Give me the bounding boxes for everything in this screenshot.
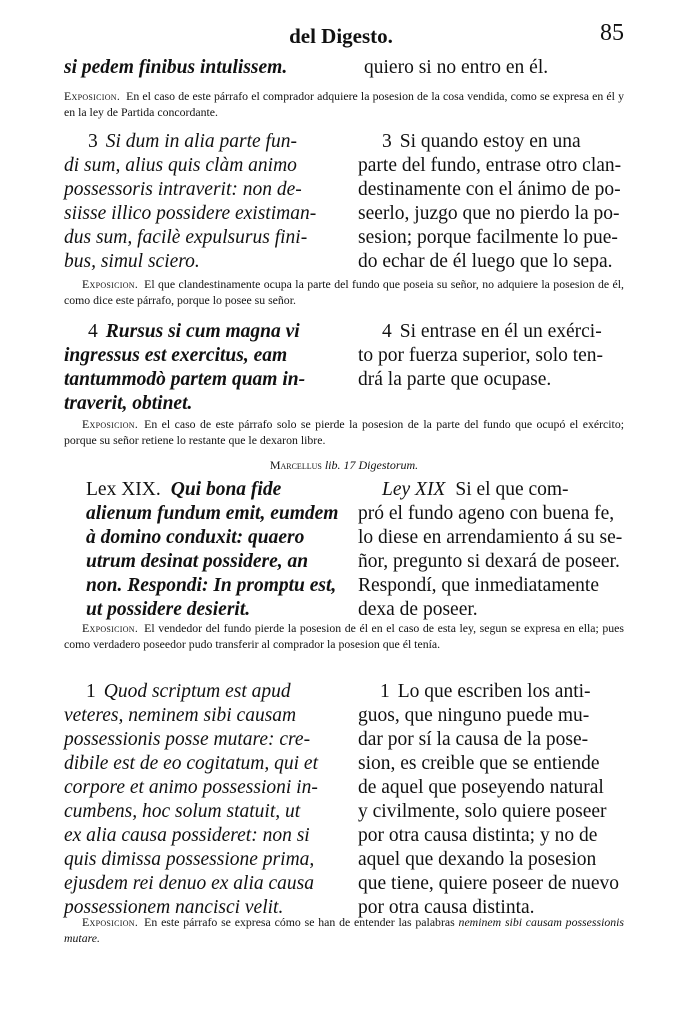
latin-line: quis dimissa possessione prima, — [64, 849, 315, 870]
exposicion-note — [64, 914, 624, 946]
spanish-line: de aquel que poseyendo natural — [358, 777, 604, 798]
latin-line: siisse illico possidere existiman- — [64, 203, 317, 224]
latin-column — [64, 56, 344, 80]
spanish-line: pró el fundo ageno con buena fe, — [358, 503, 615, 524]
latin-line: possessionis posse mutare: cre- — [64, 729, 311, 750]
exposicion-text: En el caso de este párrafo solo se pierde la posesion de la parte del fundo que ocupó el exército; porque su señor retiene lo restante que le dexaron libre. — [64, 417, 624, 447]
spanish-line: y civilmente, solo quiere poseer — [358, 801, 607, 822]
verse-number: 3 — [88, 131, 98, 152]
ley-heading: Ley XIX — [382, 479, 446, 500]
latin-column — [64, 320, 344, 416]
verse-block-1 — [64, 680, 624, 920]
spanish-column — [358, 130, 624, 274]
latin-line: non. Respondi: In promptu est, — [86, 575, 337, 596]
spanish-column — [358, 680, 624, 920]
latin-line: tantummodò partem quam in- — [64, 369, 306, 390]
spanish-line: drá la parte que ocupase. — [358, 369, 552, 390]
latin-line: possessoris intraverit: non de- — [64, 179, 302, 200]
exposicion-label: Exposicion. — [82, 915, 139, 929]
spanish-line: Lo que escriben los anti- — [397, 681, 591, 702]
spanish-line: ñor, pregunto si dexará de poseer. — [358, 551, 620, 572]
running-header — [0, 18, 682, 52]
verse-number: 3 — [382, 131, 392, 152]
source-attribution — [64, 458, 624, 473]
latin-line: ingressus est exercitus, eam — [64, 345, 288, 366]
exposicion-label: Exposicion. — [82, 621, 139, 635]
latin-line: traverit, obtinet. — [64, 393, 193, 414]
latin-line: bus, simul sciero. — [64, 251, 200, 272]
lex-xix-block — [64, 478, 624, 624]
exposicion-label: Exposicion. — [64, 89, 121, 103]
spanish-line: lo diese en arrendamiento á su se- — [358, 527, 623, 548]
latin-line: ejusdem rei denuo ex alia causa — [64, 873, 315, 894]
spanish-column — [364, 56, 630, 80]
lex-heading: Lex XIX. — [86, 479, 161, 500]
latin-line: corpore et animo possessioni in- — [64, 777, 318, 798]
verse-number: 1 — [86, 681, 96, 702]
exposicion-note — [64, 620, 624, 652]
running-title: del Digesto. — [289, 24, 393, 48]
latin-line: si pedem finibus intulissem. — [64, 57, 288, 78]
verse-number: 4 — [88, 321, 98, 342]
attribution-author: Marcellus — [269, 458, 322, 472]
spanish-line: guos, que ninguno puede mu- — [358, 705, 590, 726]
latin-line: Rursus si cum magna vi — [105, 321, 300, 342]
verse-number: 4 — [382, 321, 392, 342]
spanish-line: to por fuerza superior, solo ten- — [358, 345, 604, 366]
spanish-line: sion, es creible que se entiende — [358, 753, 600, 774]
spanish-column — [358, 320, 624, 392]
spanish-line: destinamente con el ánimo de po- — [358, 179, 621, 200]
latin-line: dus sum, facilè expulsurus fini- — [64, 227, 308, 248]
exposicion-note — [64, 276, 624, 308]
page-number: 85 — [600, 20, 624, 46]
latin-line: Si dum in alia parte fun- — [105, 131, 297, 152]
spanish-column — [358, 478, 624, 622]
exposicion-text: El que clandestinamente ocupa la parte del fundo que poseia su señor, no adquiere la posesion de él, como dice este párrafo, porque lo posee su señor. — [64, 277, 624, 307]
latin-line: alienum fundum emit, eumdem — [86, 503, 339, 524]
verse-block-4 — [64, 320, 624, 418]
spanish-line: aquel que dexando la posesion — [358, 849, 597, 870]
latin-line: cumbens, hoc solum statuit, ut — [64, 801, 301, 822]
latin-column — [64, 680, 344, 920]
latin-line: veteres, neminem sibi causam — [64, 705, 297, 726]
spanish-line: quiero si no entro en él. — [364, 57, 549, 78]
latin-line: di sum, alius quis clàm animo — [64, 155, 297, 176]
spanish-line: sesion; porque facilmente lo pue- — [358, 227, 618, 248]
latin-column — [64, 130, 344, 274]
spanish-line: seerlo, juzgo que no pierdo la po- — [358, 203, 620, 224]
exposicion-label: Exposicion. — [82, 277, 139, 291]
latin-column — [86, 478, 344, 622]
latin-line: possessionem nancisci velit. — [64, 897, 284, 918]
exposicion-text: En este párrafo se expresa cómo se han de entender las palabras — [144, 915, 455, 929]
exposicion-note — [64, 88, 624, 120]
exposicion-italic: neminem sibi causam possessionis mutare. — [64, 915, 625, 945]
exposicion-text: En el caso de este párrafo el comprador adquiere la posesion de la cosa vendida, como se expresa en él y en la ley de Partida concordante. — [64, 89, 624, 119]
latin-line: Qui bona fide — [170, 479, 282, 500]
spanish-line: Respondí, que inmediatamente — [358, 575, 599, 596]
spanish-line: dexa de poseer. — [358, 599, 478, 620]
exposicion-text: El vendedor del fundo pierde la posesion de él en el caso de esta ley, segun se expresa en ella; pues como verdadero poseedor pudo transferir al comprador la posesion que él tenía. — [64, 621, 624, 651]
spanish-line: Si quando estoy en una — [399, 131, 581, 152]
latin-line: à domino conduxit: quaero — [86, 527, 305, 548]
spanish-line: dar por sí la causa de la pose- — [358, 729, 589, 750]
latin-line: dibile est de eo cogitatum, qui et — [64, 753, 318, 774]
latin-line: utrum desinat possidere, an — [86, 551, 309, 572]
verse-block-continuation — [64, 56, 624, 82]
exposicion-note — [64, 416, 624, 448]
verse-block-3 — [64, 130, 624, 276]
spanish-line: Si entrase en él un exérci- — [399, 321, 602, 342]
latin-line: ex alia causa possideret: non si — [64, 825, 310, 846]
spanish-line: por otra causa distinta; y no de — [358, 825, 598, 846]
latin-line: Quod scriptum est apud — [103, 681, 291, 702]
latin-line: ut possidere desierit. — [86, 599, 251, 620]
attribution-lib: lib. 17 Digestorum. — [324, 458, 419, 472]
spanish-line: Si el que com- — [455, 479, 569, 500]
verse-number: 1 — [380, 681, 390, 702]
spanish-line: que tiene, quiere poseer de nuevo — [358, 873, 619, 894]
spanish-line: do echar de él luego que lo sepa. — [358, 251, 613, 272]
spanish-line: parte del fundo, entrase otro clan- — [358, 155, 622, 176]
spanish-line: por otra causa distinta. — [358, 897, 535, 918]
exposicion-label: Exposicion. — [82, 417, 139, 431]
